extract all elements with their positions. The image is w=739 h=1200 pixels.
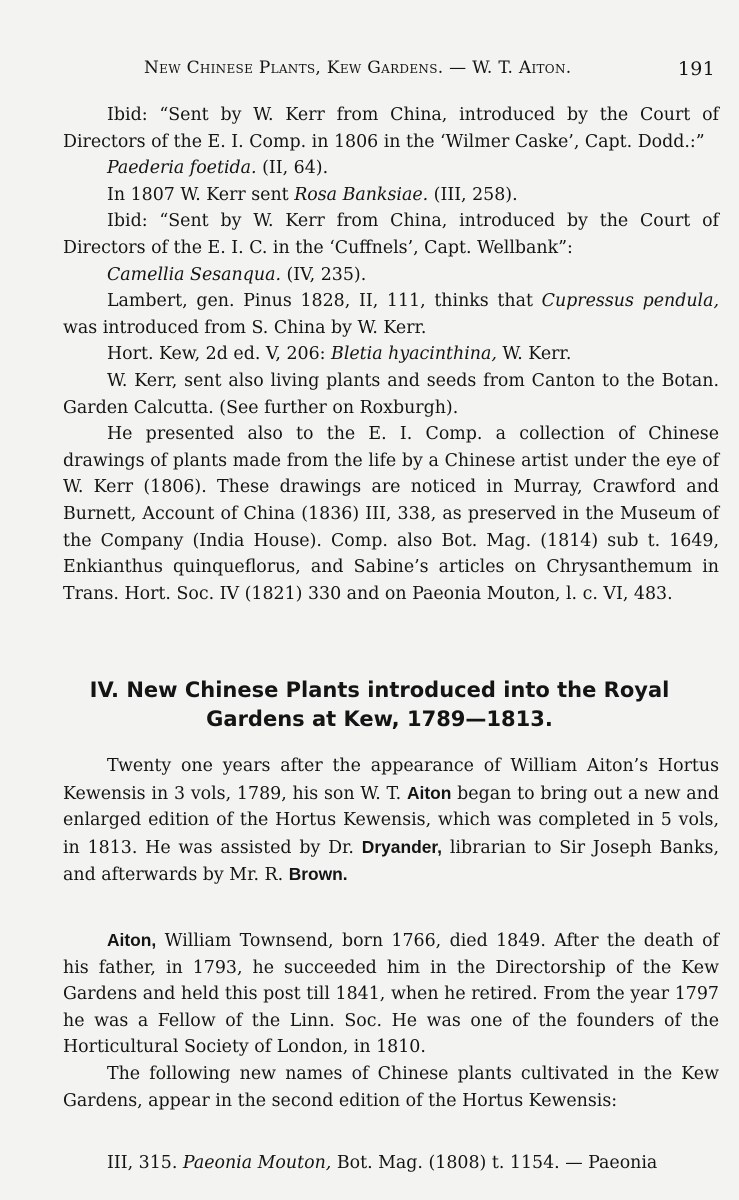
plant-name: Paederia foetida. — [107, 158, 257, 179]
paragraph: In 1807 W. Kerr sent Rosa Banksiae. (III, 258). — [107, 184, 518, 205]
intro-paragraph: Twenty one years after the appearance of William Aiton’s Hortus Kewensis in 3 vols, 1789, his son W. T. Aiton began to bring out a new and enlarged edition of the Hortus Kewensis, which was completed in 5 vols, in 1813. He was assisted by Dr. Dryander, librarian to Sir Joseph Banks, and afterwards by Mr. R. Brown. — [63, 756, 720, 886]
paragraph: Hort. Kew, 2d ed. V, 206: Bletia hyacinthina, W. Kerr. — [107, 344, 572, 365]
person-name: Brown. — [288, 864, 348, 885]
plant-name: Rosa Banksiae. — [294, 184, 429, 205]
plant-name: Bletia hyacinthina, — [331, 344, 497, 365]
paragraph: Camellia Sesanqua. (IV, 235). — [107, 264, 367, 285]
paragraph: Ibid: “Sent by W. Kerr from China, introduced by the Court of Directors of the E. I. Comp. in 1806 in the ‘Wilmer Caske’, Capt. Dodd.:” — [63, 105, 719, 152]
paragraph: Ibid: “Sent by W. Kerr from China, introduced by the Court of Directors of the E. I. C. in the ‘Cuffnels’, Capt. Wellbank”: — [63, 211, 719, 258]
plant-entry: III, 315. Paeonia Mouton, Bot. Mag. (1808) t. 1154. — Paeonia — [107, 1153, 658, 1173]
paragraph: Lambert, gen. Pinus 1828, II, 111, thinks that Cupressus pendula, was introduced from S. China by W. Kerr. — [63, 291, 719, 338]
running-head — [144, 58, 719, 78]
person-name: Aiton, — [107, 930, 157, 950]
plant-name: Cupressus pendula, — [541, 291, 719, 312]
person-name: Aiton — [406, 782, 452, 803]
plant-name: Paeonia Mouton, — [182, 1153, 332, 1173]
running-head-title: New Chinese Plants, Kew Gardens. — W. T. Aiton. — [144, 58, 572, 78]
paragraph: Paederia foetida. (II, 64). — [107, 158, 329, 179]
paragraph: The following new names of Chinese plants cultivated in the Kew Gardens, appear in the second edition of the Hortus Kewensis: — [63, 1063, 719, 1111]
person-name: Dryander, — [361, 836, 443, 857]
plant-name: Camellia Sesanqua. — [107, 264, 281, 285]
top-text-block — [63, 102, 719, 607]
paragraph: W. Kerr, sent also living plants and seeds from Canton to the Botan. Garden Calcutta. (See further on Roxburgh). — [63, 370, 719, 418]
paragraph: He presented also to the E. I. Comp. a collection of Chinese drawings of plants made from the life by a Chinese artist under the eye of W. Kerr (1806). These drawings are noticed in Murray, Crawford and Burnett, Account of China (1836) III, 338, as preserved in the Museum of the Company (India House). Comp. also Bot. Mag. (1814) sub t. 1649, Enkianthus quinqueflorus, and Sabine’s articles on Chrysanthemum in Trans. Hort. Soc. IV (1821) 330 and on Paeonia Mouton, l. c. VI, 483. — [63, 424, 719, 604]
aiton-biography: Aiton, William Townsend, born 1766, died 1849. After the death of his father, in 1793, he succeeded him in the Directorship of the Kew Gardens and held this post till 1841, when he retired. From the year 1797 he was a Fellow of the Linn. Soc. He was one of the founders of the Horticultural Society of London, in 1810. The following new names of Chinese plants cultivated in the Kew Gardens, appear in the second edition of the Hortus Kewensis: — [63, 927, 719, 1114]
section-heading: IV. New Chinese Plants introduced into the Royal Gardens at Kew, 1789—1813. — [89, 678, 670, 731]
page-number: 191 — [677, 58, 715, 80]
